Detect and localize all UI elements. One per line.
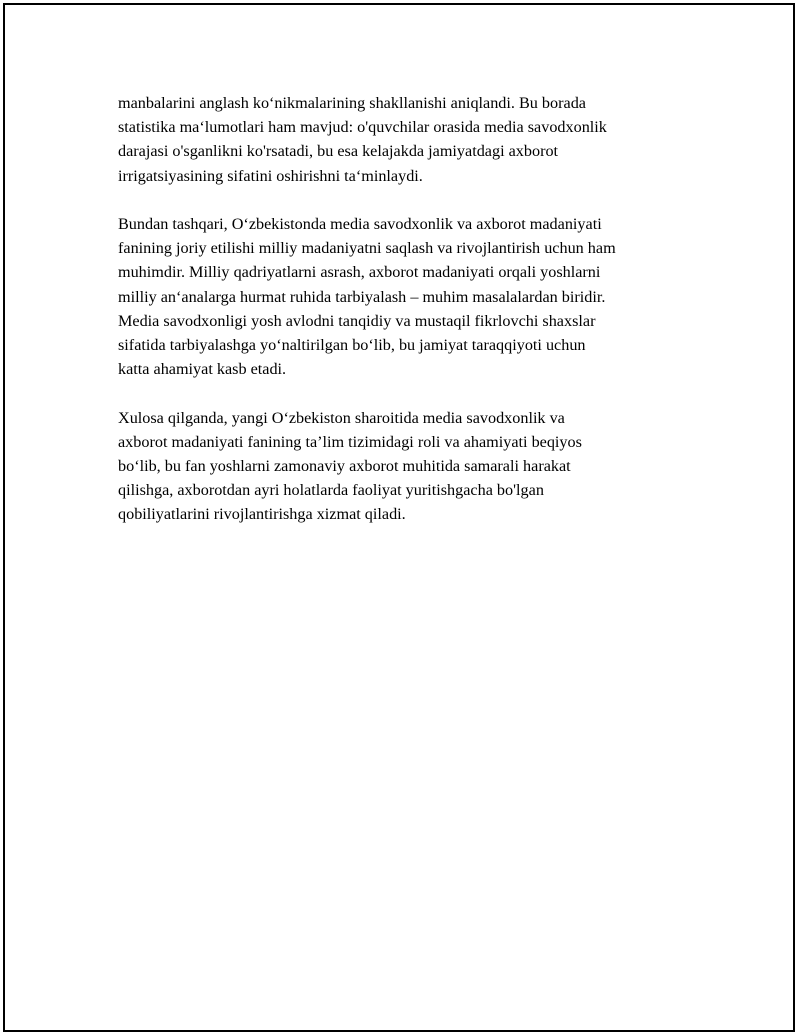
text-line: manbalarini anglash ko‘nikmalarining shakllanishi aniqlandi. Bu borada: [118, 94, 586, 112]
text-line: Xulosa qilganda, yangi O‘zbekiston sharoitida media savodxonlik va: [118, 408, 565, 427]
text-line: fanining joriy etilishi milliy madaniyatni saqlash va rivojlantirish uchun ham: [118, 239, 616, 258]
text-line: irrigatsiyasining sifatini oshirishni ta‘minlaydi.: [118, 166, 423, 185]
text-line: qobiliyatlarini rivojlantirishga xizmat qiladi.: [118, 505, 406, 524]
text-line: bo‘lib, bu fan yoshlarni zamonaviy axborot muhitida samarali harakat: [118, 457, 571, 476]
text-line: milliy an‘analarga hurmat ruhida tarbiyalash – muhim masalalardan biridir.: [118, 287, 606, 306]
paragraph-3: [118, 406, 708, 527]
text-line: Bundan tashqari, O‘zbekistonda media savodxonlik va axborot madaniyati: [118, 215, 602, 233]
text-line: sifatida tarbiyalashga yo‘naltirilgan bo‘lib, bu jamiyat taraqqiyoti uchun: [118, 336, 586, 355]
text-line: darajasi o'sganlikni ko'rsatadi, bu esa kelajakda jamiyatdagi axborot: [118, 142, 559, 161]
paragraph-2: [118, 212, 708, 381]
document-body: [118, 91, 708, 551]
text-line: axborot madaniyati fanining ta’lim tizimidagi roli va ahamiyati beqiyos: [118, 432, 582, 451]
text-line: Media savodxonligi yosh avlodni tanqidiy va mustaqil fikrlovchi shaxslar: [118, 311, 596, 330]
text-line: katta ahamiyat kasb etadi.: [118, 360, 287, 379]
text-line: qilishga, axborotdan ayri holatlarda faoliyat yuritishgacha bo'lgan: [118, 481, 544, 500]
paragraph-1: [118, 91, 708, 188]
text-line: muhimdir. Milliy qadriyatlarni asrash, axborot madaniyati orqali yoshlarni: [118, 263, 601, 282]
text-line: statistika ma‘lumotlari ham mavjud: o'quvchilar orasida media savodxonlik: [118, 118, 607, 137]
